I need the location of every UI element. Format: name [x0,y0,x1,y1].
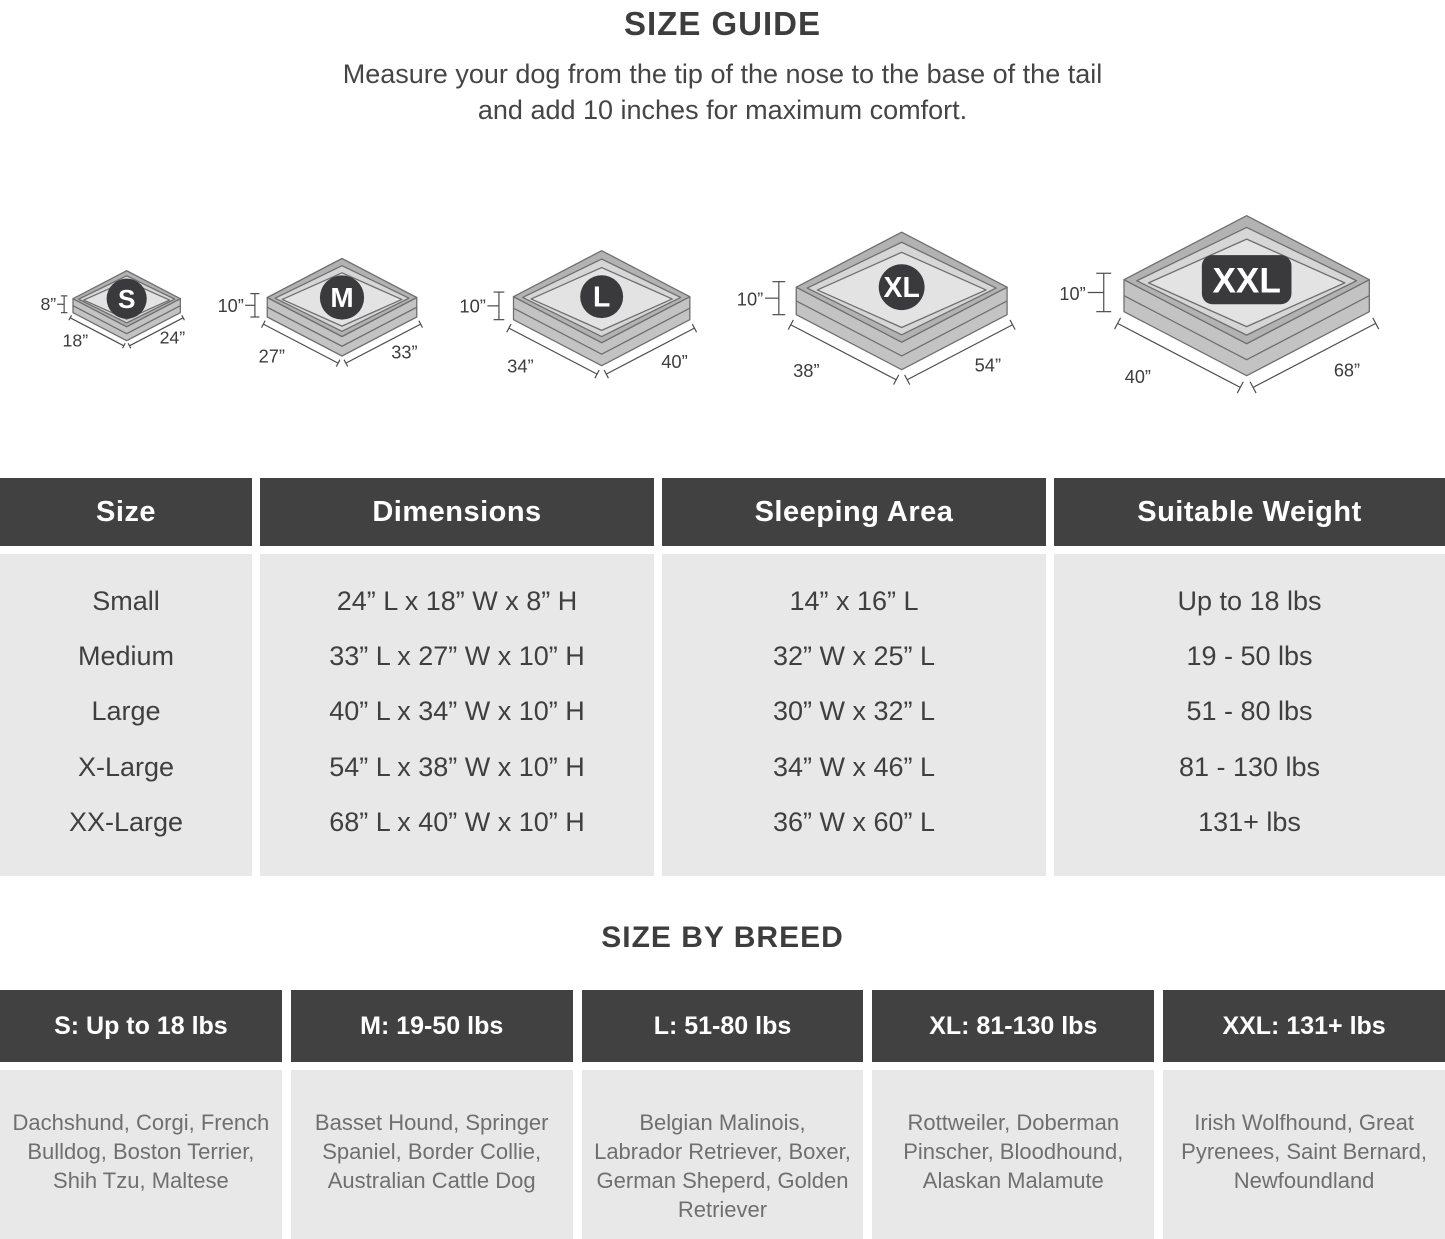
size-table-header-sleeping-area: Sleeping Area [662,478,1046,546]
breed-section-title: SIZE BY BREED [601,921,844,954]
bed-medium [217,252,433,372]
table-cell: Large [91,696,161,727]
bed-small [40,266,192,352]
bed-length-label: 40” [661,351,688,373]
dog-bed-icon [1059,205,1396,402]
table-cell: 68” L x 40” W x 10” H [329,806,585,837]
bed-height-label: 10” [736,288,764,310]
breed-list-xl: Rottweiler, Doberman Pinscher, Bloodhound, Alaskan Malamute [872,1070,1154,1239]
bed-width-label: 27” [258,346,285,367]
table-cell: 32” W x 25” L [772,641,936,672]
breed-header-m: M: 19-50 lbs [291,990,573,1062]
bed-height-label: 10” [1059,283,1086,304]
dog-bed-icon [736,223,1030,393]
bed-large [459,243,709,385]
breed-table [0,990,1445,1239]
bed-width-label: 34” [507,355,534,377]
size-badge-letter: XL [883,272,920,305]
size-table-column-dimensions [260,554,654,876]
dog-bed-icon [40,266,192,352]
table-cell: 54” L x 38” W x 10” H [329,751,585,782]
table-cell: Small [92,586,160,617]
table-cell: 30” W x 32” L [772,696,936,727]
table-cell: 131+ lbs [1198,806,1301,837]
size-table [0,478,1445,876]
bed-width-label: 18” [62,329,89,350]
bed-length-label: 68” [1333,360,1361,381]
table-cell: 14” x 16” L [789,586,919,617]
table-cell: 81 - 130 lbs [1178,751,1321,782]
bed-width-label: 40” [1124,366,1151,387]
breed-list-xxl: Irish Wolfhound, Great Pyrenees, Saint Bernard, Newfoundland [1163,1070,1445,1239]
breed-header-xl: XL: 81-130 lbs [872,990,1154,1062]
size-badge-letter: M [330,282,354,313]
breed-list-m: Basset Hound, Springer Spaniel, Border Collie, Australian Cattle Dog [291,1070,573,1239]
size-table-column-size [0,554,252,876]
bed-height-label: 10” [217,295,244,316]
bed-width-label: 38” [793,360,820,382]
table-cell: 36” W x 60” L [772,806,936,837]
bed-height-label: 8” [40,293,57,314]
breed-list-l: Belgian Malinois, Labrador Retriever, Boxer, German Sheperd, Golden Retriever [582,1070,864,1239]
table-cell: Up to 18 lbs [1177,586,1322,617]
bed-length-label: 24” [159,327,186,348]
bed-xxlarge [1059,205,1396,402]
breed-header-l: L: 51-80 lbs [582,990,864,1062]
size-table-column-sleeping-area [662,554,1046,876]
table-cell: Medium [77,641,175,672]
size-table-header-suitable-weight: Suitable Weight [1054,478,1445,546]
table-cell: 40” L x 34” W x 10” H [329,696,585,727]
table-cell: 19 - 50 lbs [1186,641,1313,672]
page-title: SIZE GUIDE [623,5,822,42]
breed-header-xxl: XXL: 131+ lbs [1163,990,1445,1062]
table-cell: XX-Large [68,806,184,837]
table-cell: 34” W x 46” L [772,751,936,782]
size-badge-letter: XXL [1212,261,1281,301]
bed-height-label: 10” [459,295,486,317]
breed-header-s: S: Up to 18 lbs [0,990,282,1062]
size-badge-letter: S [117,283,136,314]
table-cell: 51 - 80 lbs [1186,696,1313,727]
size-badge-letter: L [593,281,611,314]
size-table-header-size: Size [0,478,252,546]
subtitle-line-1: Measure your dog from the tip of the nose to the base of the tail [342,59,1103,89]
table-cell: X-Large [77,751,175,782]
dog-bed-icon [459,243,709,385]
subtitle-line-2: and add 10 inches for maximum comfort. [477,95,968,125]
table-cell: 33” L x 27” W x 10” H [329,641,585,672]
table-cell: 24” L x 18” W x 8” H [336,586,578,617]
bed-xlarge [736,223,1030,393]
bed-length-label: 33” [391,342,418,363]
dog-bed-icon [217,252,433,372]
size-table-header-dimensions: Dimensions [260,478,654,546]
page-subtitle [273,56,1173,128]
size-table-column-suitable-weight [1054,554,1445,876]
breed-list-s: Dachshund, Corgi, French Bulldog, Boston Terrier, Shih Tzu, Maltese [0,1070,282,1239]
bed-illustrations-row [0,154,1445,402]
bed-length-label: 54” [974,354,1002,376]
